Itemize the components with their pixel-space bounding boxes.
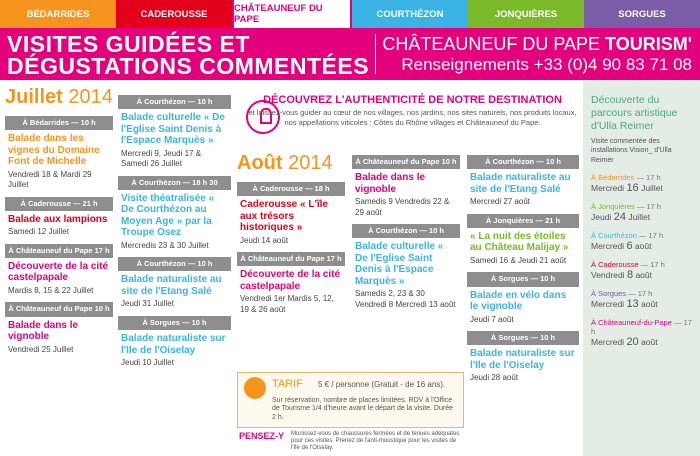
event-title: Visite théatralisée « De Courthézon au Moyen Age » par la Troupe Osez (121, 192, 215, 239)
pensez-label: PENSEZ-Y (239, 431, 285, 441)
event-item (118, 316, 231, 369)
event-item (5, 302, 113, 355)
sidebar-event-num: 24 (613, 210, 626, 223)
sidebar-event-month: Juillet (628, 211, 651, 222)
event-item (467, 155, 579, 208)
july-heading (5, 86, 113, 116)
sidebar-event-month: Juillet (641, 182, 663, 193)
event-title: Balade dans les vignes du Domaine Font de Michelle (8, 133, 100, 168)
july-events-2 (118, 95, 231, 368)
sidebar-event-date (591, 211, 692, 223)
event-head: À Jonquières — 21 h (467, 214, 579, 228)
sidebar-event-date (591, 336, 692, 348)
event-dates: Jeudi 7 août (470, 314, 514, 324)
sidebar-event-date (591, 269, 692, 281)
august-column-3 (467, 155, 579, 390)
event-head: À Sorgues — 10 h (467, 331, 579, 345)
event-title: Découverte de la cité castelpapale (240, 269, 341, 292)
event-item (237, 182, 345, 246)
sidebar-event-num: 6 (626, 239, 633, 252)
event-head: À Châteauneuf du Pape 10 h (5, 302, 113, 316)
sidebar-event-head (591, 289, 692, 298)
event-head: À Courthézon — 10 h (467, 155, 579, 169)
event-head: À Caderousse — 18 h (237, 182, 345, 196)
sidebar-event-month: août (634, 240, 652, 251)
event-title: Balade naturaliste au site de l'Etang Salé (121, 274, 222, 297)
title-banner (0, 28, 700, 80)
event-head: À Châteauneuf du Pape 17 h (5, 244, 113, 258)
brand-name (382, 34, 692, 55)
event-dates: Jeudi 14 août (240, 235, 289, 245)
sidebar-event-place: À Sorgues (591, 288, 627, 298)
event-dates: Samedis 9 Vendredis 22 & 29 août (355, 197, 450, 217)
event-item (352, 155, 460, 218)
event-dates: Mercredi 9, Jeudi 17 & Samedi 26 Juillet (121, 148, 202, 169)
pensez-box (237, 431, 464, 453)
sidebar-event-date (591, 240, 692, 252)
event-item (467, 214, 579, 267)
event-dates: Vendredi 18 & Mardi 29 Juillet (8, 169, 92, 190)
event-dates: Jeudi 28 août (470, 373, 519, 383)
sidebar-event-head (591, 173, 692, 182)
artist-sidebar (583, 80, 700, 456)
sidebar-event-date (591, 182, 692, 194)
event-title: Balade aux lampions (8, 213, 108, 225)
event-title: Caderousse « L'île aux trésors historiques » (240, 199, 328, 234)
tarif-box (237, 372, 464, 428)
sidebar-event-day: Mercredi (591, 298, 625, 309)
august-heading (237, 152, 345, 182)
event-dates: Mercredi 27 août (470, 197, 531, 207)
event-head: À Courthézon — 10 h (352, 224, 460, 238)
sidebar-event (583, 260, 700, 281)
phone-number: Renseignements +33 (0)4 90 83 71 08 (401, 55, 692, 74)
july-events (5, 116, 113, 355)
event-dates: Jeudi 10 Juillet (121, 358, 174, 368)
event-title: Balade dans le vignoble (8, 319, 79, 343)
tarif-label: TARIF (272, 378, 303, 390)
event-head: À Courthézon — 18 h 30 (118, 176, 231, 190)
event-head: À Caderousse — 21 h (5, 197, 113, 211)
sidebar-event-day: Vendredi (591, 269, 625, 280)
sidebar-event-time: — 17 h (636, 230, 664, 240)
sidebar-desc: Visite commentée des installations Vision_ d'Ulla Reimer (591, 138, 672, 164)
event-head: À Châteauneuf du Pape 17 h (237, 252, 345, 266)
sidebar-event-month: août (635, 269, 652, 280)
sidebar-event (583, 173, 700, 194)
tab-chteauneufdupape[interactable]: CHÂTEAUNEUF DU PAPE (232, 0, 352, 28)
event-title: Découverte de la cité castelpapale (8, 260, 109, 284)
event-head: À Sorgues — 10 h (118, 316, 231, 330)
event-dates: Samedi 16 & Jeudi 21 août (470, 255, 567, 265)
event-item (237, 252, 345, 315)
sidebar-event-head (591, 231, 692, 240)
sidebar-event (583, 202, 700, 223)
event-title: Balade naturaliste au site de l'Etang Salé (470, 172, 571, 195)
sidebar-event-place: À Courthézon (591, 230, 637, 240)
brand-plain: CHÂTEAUNEUF DU PAPE (382, 34, 606, 54)
sidebar-event (583, 318, 700, 348)
event-item (118, 95, 231, 170)
event-item (467, 272, 579, 325)
august-events-3 (467, 155, 579, 384)
tarif-price: 5 € / personne (Gratuit - de 16 ans). (318, 380, 446, 389)
tab-sorgues[interactable]: SORGUES (584, 0, 700, 28)
sidebar-event-num: 13 (626, 297, 639, 310)
brand-bold: TOURISM' (605, 34, 692, 54)
sidebar-event-place: À Caderousse (591, 259, 639, 269)
event-dates: Mardis 8, 15 & 22 Juillet (8, 285, 94, 295)
event-item (5, 116, 113, 191)
headline-text: et laissez-vous guider au cœur de nos villages, nos jardins, nos sites naturels, nos produits locaux, nos appellations viticoles : Côtes du Rhône villages et Châteauneuf du Pape. (248, 108, 577, 127)
event-item (352, 224, 460, 310)
event-head: À Châteauneuf du Pape 10 h (352, 155, 460, 169)
sidebar-event-num: 8 (626, 268, 634, 281)
event-item (5, 197, 113, 238)
event-dates: Vendredi 25 Juillet (8, 344, 74, 354)
sidebar-event-num: 16 (626, 181, 639, 194)
sidebar-event-date (591, 298, 692, 310)
tab-bdarrides[interactable]: BÉDARRIDES (0, 0, 116, 28)
sidebar-event-time: — 17 h (638, 259, 665, 269)
event-title: Balade en vélo dans le vignoble (470, 289, 567, 313)
event-title: Balade culturelle « De l'Eglise Saint Denis à l'Espace Marquès » (355, 241, 444, 287)
july-column (5, 86, 113, 361)
sidebar-event-head (591, 318, 692, 336)
sidebar-event-time: — 17 h (634, 201, 662, 211)
month-year: 2014 (288, 152, 333, 174)
banner-divider (375, 34, 376, 74)
event-dates: Vendredi 1er Mardis 5, 12, 19 & 26 août (240, 294, 334, 314)
sidebar-event-day: Mercredi (591, 240, 625, 251)
banner-title-line2: DÉGUSTATIONS COMMENTÉES (7, 53, 370, 79)
event-item (5, 244, 113, 297)
event-item (118, 176, 231, 252)
event-dates: Samedis 2, 23 & 30 Vendredi 8 Mercredi 13 août (355, 289, 456, 309)
tarif-info: Sur réservation, nombre de places limitées. RDV à l'Office de Tourisme 1/4 d'heure avant le départ de la visite. Durée 2 h. (272, 397, 453, 421)
event-head: À Courthézon — 10 h (118, 257, 231, 271)
sidebar-event-place: À Châteauneuf-du-Pape (591, 317, 672, 327)
event-title: « La nuit des étoiles au Château Malijay » (470, 230, 569, 254)
event-title: Balade naturaliste sur l'Ile de l'Oiselay (470, 348, 575, 371)
event-title: Balade culturelle « De l'Eglise Saint Denis à l'Espace Marquès » (121, 112, 225, 147)
july-column-2 (118, 95, 231, 374)
event-head: À Bédarrides — 10 h (5, 116, 113, 130)
sidebar-event-num: 20 (626, 335, 639, 348)
tab-courthzon[interactable]: COURTHÉZON (352, 0, 468, 28)
event-title: Balade naturaliste sur l'Ile de l'Oiselay (121, 333, 226, 356)
event-head: À Courthézon — 10 h (118, 95, 231, 109)
sidebar-event-day: Mercredi (591, 182, 625, 193)
month-name: Juillet (5, 86, 63, 108)
pensez-text: Munissez-vous de chaussures fermées et de tenues adéquates pour ces visites. Prenez de l'anti-moustique pour les visites de l'Ile de l'Oiselay. (291, 431, 460, 452)
sidebar-event-time: — 17 h (591, 317, 692, 336)
august-column (237, 152, 345, 321)
sidebar-event (583, 231, 700, 252)
tab-caderousse[interactable]: CADEROUSSE (116, 0, 232, 28)
sidebar-events (583, 173, 700, 348)
sidebar-event-time: — 17 h (634, 172, 661, 182)
sidebar-event (583, 289, 700, 310)
sidebar-event-month: août (641, 298, 658, 309)
sidebar-event-day: Mercredi (591, 336, 625, 347)
month-name: Août (237, 152, 283, 174)
headline-title: DÉCOUVREZ L'AUTHENTICITÉ DE NOTRE DESTINATION (263, 94, 562, 106)
event-dates: Mercredis 23 & 30 Juillet (121, 240, 209, 250)
event-dates: Jeudi 31 Juillet (121, 299, 174, 309)
banner-title-line1: VISITES GUIDÉES ET (7, 31, 250, 57)
event-dates: Samedi 12 Juillet (8, 227, 69, 237)
sidebar-event-place: À Bédarrides (591, 172, 635, 182)
sidebar-event-place: À Jonquières (591, 201, 635, 211)
august-events (237, 182, 345, 315)
sidebar-event-month: août (641, 336, 658, 347)
sun-icon (244, 377, 266, 399)
event-item (118, 257, 231, 310)
event-head: À Sorgues — 10 h (467, 272, 579, 286)
august-column-2 (352, 155, 460, 316)
sidebar-event-day: Jeudi (591, 211, 612, 222)
sidebar-event-head (591, 202, 692, 211)
tab-jonquires[interactable]: JONQUIÈRES (468, 0, 584, 28)
sidebar-event-head (591, 260, 692, 269)
headline (245, 94, 580, 128)
event-title: Balade dans le vignoble (355, 172, 426, 195)
sidebar-event-time: — 17 h (626, 288, 653, 298)
event-item (467, 331, 579, 384)
commune-tabs (0, 0, 700, 28)
august-events-2 (352, 155, 460, 310)
month-year: 2014 (68, 86, 113, 108)
sidebar-title: Découverte du parcours artistique d'Ulla Reimer (591, 94, 678, 133)
